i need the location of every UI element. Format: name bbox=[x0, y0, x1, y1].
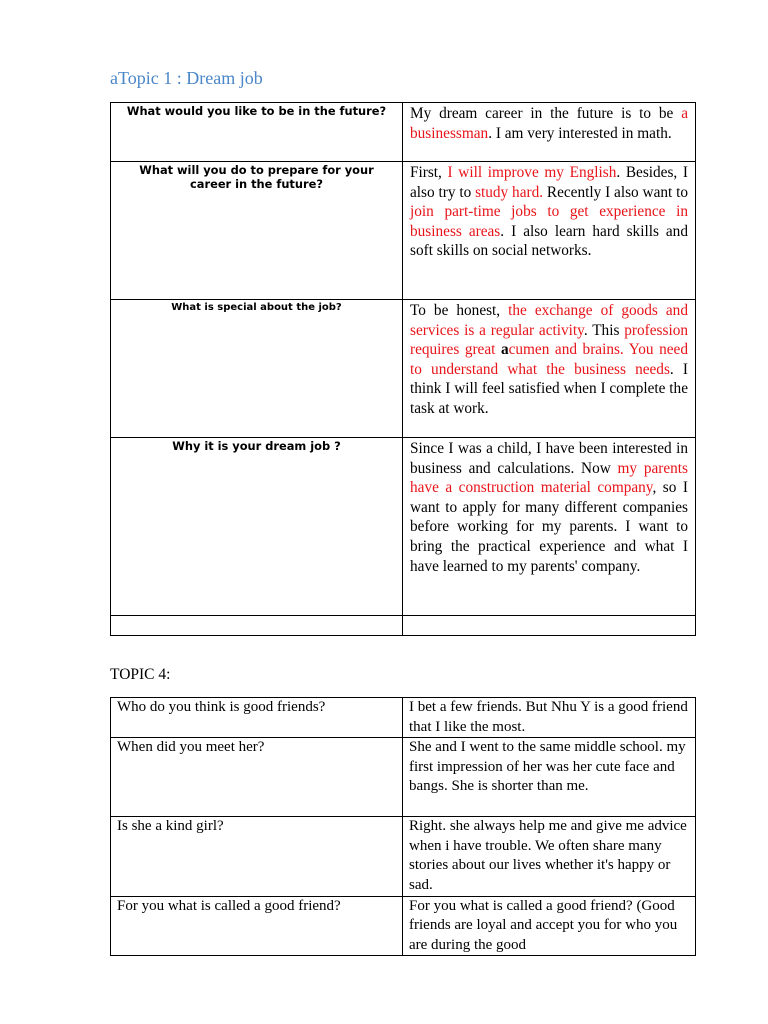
answer-text: . This bbox=[583, 321, 625, 339]
answer-text: . I also learn hard skills and soft skills on social networks. bbox=[410, 222, 688, 260]
question-cell: Why it is your dream job ? bbox=[111, 438, 403, 616]
highlighted-text: study hard. bbox=[475, 183, 544, 201]
answer-text: Since I was a child, I have been interested in business and calculations. Now bbox=[410, 440, 688, 477]
table-row bbox=[111, 896, 696, 956]
table-row bbox=[111, 438, 696, 616]
highlighted-text: the exchange of goods and services is a regular activity bbox=[410, 302, 688, 339]
question-cell: When did you meet her? bbox=[111, 738, 403, 817]
answer-text: . Besides, I also try to bbox=[410, 164, 688, 201]
highlighted-text: profession requires great bbox=[410, 321, 688, 359]
answer-cell: For you what is called a good friend? (Good friends are loyal and accept you for who you are during the good bbox=[403, 896, 696, 956]
question-cell: For you what is called a good friend? bbox=[111, 896, 403, 956]
answer-text: My dream career in the future is to be bbox=[410, 105, 682, 122]
table-row-empty bbox=[111, 616, 696, 636]
answer-cell: She and I went to the same middle school. my first impression of her was her cute face and bangs. She is shorter than me. bbox=[403, 738, 696, 817]
topic1-table bbox=[110, 102, 696, 636]
answer-text: . I am very interested in math. bbox=[488, 124, 672, 142]
highlighted-text: cumen and brains. You need to understand what the business needs bbox=[410, 341, 688, 378]
answer-text: , so I want to apply for many different companies before working for my parents. I want to bring the practical experience and what I have learned to my parents' company. bbox=[410, 479, 688, 575]
highlighted-text: a businessman bbox=[410, 105, 688, 142]
answer-text: First, bbox=[410, 164, 448, 181]
answer-cell: I bet a few friends. But Nhu Y is a good friend that I like the most. bbox=[403, 698, 696, 738]
table-row bbox=[111, 300, 696, 438]
question-cell: What will you do to prepare for your career in the future? bbox=[111, 162, 403, 300]
question-cell: Is she a kind girl? bbox=[111, 817, 403, 896]
table-row bbox=[111, 162, 696, 300]
answer-cell bbox=[403, 300, 696, 438]
answer-cell: Right. she always help me and give me advice when i have trouble. We often share many stories about our lives whether it's happy or sad. bbox=[403, 817, 696, 896]
table-row bbox=[111, 817, 696, 896]
question-cell: What is special about the job? bbox=[111, 300, 403, 438]
table-row bbox=[111, 738, 696, 817]
topic4-table bbox=[110, 697, 696, 956]
table-row bbox=[111, 698, 696, 738]
topic4-title: TOPIC 4: bbox=[110, 666, 171, 683]
highlighted-text: I will improve my English bbox=[447, 164, 617, 181]
highlighted-text: my parents have a construction material company bbox=[410, 459, 688, 497]
answer-text: To be honest, bbox=[410, 302, 509, 319]
answer-cell bbox=[403, 438, 696, 616]
bold-letter: a bbox=[500, 341, 509, 359]
highlighted-text: join part-time jobs to get experience in business areas bbox=[410, 203, 688, 240]
answer-cell bbox=[403, 103, 696, 162]
empty-cell bbox=[403, 616, 696, 636]
empty-cell bbox=[111, 616, 403, 636]
question-cell: Who do you think is good friends? bbox=[111, 698, 403, 738]
answer-text: Recently I also want to bbox=[543, 183, 688, 201]
answer-text: . I think I will feel satisfied when I complete the task at work. bbox=[410, 360, 689, 417]
table-row bbox=[111, 103, 696, 162]
question-cell: What would you like to be in the future? bbox=[111, 103, 403, 162]
answer-cell bbox=[403, 162, 696, 300]
topic1-title: aTopic 1 : Dream job bbox=[110, 68, 263, 88]
